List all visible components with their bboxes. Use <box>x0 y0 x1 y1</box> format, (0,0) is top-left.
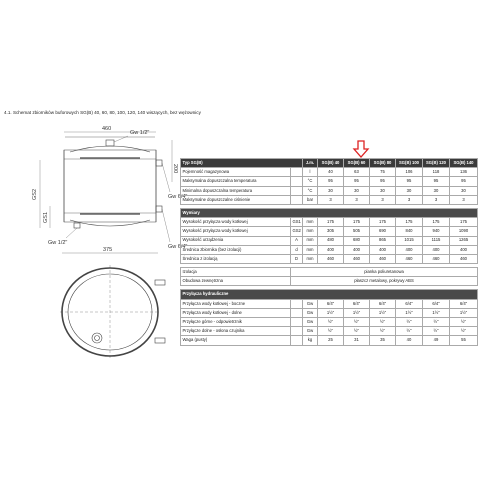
table-cell: 30 <box>344 186 370 195</box>
row-symbol <box>291 168 303 177</box>
table-cell: 55 <box>450 336 478 345</box>
row-unit: bar <box>303 195 318 204</box>
row-symbol: GS2 <box>291 227 303 236</box>
table-cell: 400 <box>396 245 423 254</box>
table-cell: 3 <box>450 195 478 204</box>
table-cell: 3 <box>423 195 450 204</box>
dimension-labels <box>32 126 187 253</box>
row-symbol: D <box>291 254 303 263</box>
table-cell: ½" <box>370 327 396 336</box>
table-cell: 480 <box>318 236 344 245</box>
table-cell: 3 <box>396 195 423 204</box>
label-gs1: GS1 <box>43 211 49 223</box>
row-label: Średnica zbiornika (bez izolacji) <box>181 245 291 254</box>
table-cell: 505 <box>344 227 370 236</box>
table-cell: 840 <box>396 227 423 236</box>
row-unit: kg <box>303 336 318 345</box>
row-symbol <box>291 299 303 308</box>
table-cell: 6/4" <box>423 299 450 308</box>
table-cell: 865 <box>370 236 396 245</box>
table-cell: 3 <box>318 195 344 204</box>
table-cell: 6/4" <box>396 299 423 308</box>
table-cell: 3 <box>344 195 370 204</box>
table-cell: 690 <box>370 227 396 236</box>
table-cell: 75 <box>370 168 396 177</box>
table-cell: 6/4" <box>344 299 370 308</box>
table-row <box>181 308 478 317</box>
table-row <box>181 195 478 204</box>
table-cell: ½" <box>344 327 370 336</box>
table-cell: 460 <box>370 254 396 263</box>
row-unit: mm <box>303 227 318 236</box>
red-down-arrow-icon <box>352 140 370 158</box>
table-cell: 1115 <box>423 236 450 245</box>
table-row <box>181 327 478 336</box>
row-value: pianka poliuretanowa <box>291 268 478 277</box>
row-unit: Gw <box>303 299 318 308</box>
section-title: Przyłącza hydrauliczne <box>181 290 478 299</box>
table-row <box>181 168 478 177</box>
table-cell: 400 <box>423 245 450 254</box>
row-unit: °C <box>303 177 318 186</box>
table-cell: 175 <box>318 218 344 227</box>
table-cell: 49 <box>423 336 450 345</box>
table-cell: 175 <box>396 218 423 227</box>
table-cell: 30 <box>396 186 423 195</box>
table-cell: 680 <box>344 236 370 245</box>
row-label: Minimalna dopuszczalna temperatura <box>181 186 291 195</box>
dim-460: 460 <box>102 126 112 132</box>
table-row <box>181 336 478 345</box>
table-cell: 6/4" <box>370 299 396 308</box>
table-cell: 35 <box>370 336 396 345</box>
row-label: Przyłącze dolne - osłona czujnika <box>181 327 291 336</box>
dim-375: 375 <box>103 247 113 253</box>
table-cell: 95 <box>318 177 344 186</box>
caption: 4.1. Schemat zbiorników buforowych SG(B) 40, 60, 80, 100, 120, 140 wiszących, bez wężownicy <box>4 110 201 115</box>
row-label: Przyłącze górne - odpowietrznik <box>181 318 291 327</box>
header-type: Typ SG(B) <box>181 159 303 168</box>
table-cell: 460 <box>423 254 450 263</box>
table-cell: 1½" <box>423 308 450 317</box>
table-cell: 31 <box>344 336 370 345</box>
row-value: płaszcz metalowy, pokrywy ABS <box>291 277 478 286</box>
table-cell: ½" <box>370 318 396 327</box>
table-cell: 40 <box>396 336 423 345</box>
table-cell: 305 <box>318 227 344 236</box>
row-unit: mm <box>303 218 318 227</box>
table-cell: 40 <box>318 168 344 177</box>
label-gs2: GS2 <box>32 188 38 200</box>
table-cell: 400 <box>318 245 344 254</box>
spec-table <box>180 158 478 346</box>
table-cell: 95 <box>396 177 423 186</box>
row-symbol <box>291 318 303 327</box>
table-cell: 400 <box>344 245 370 254</box>
table-cell: 1½" <box>370 308 396 317</box>
row-label: Przyłącza wody kotłowej - boczne <box>181 299 291 308</box>
row-symbol <box>291 308 303 317</box>
table-row <box>181 299 478 308</box>
table-cell: 30 <box>318 186 344 195</box>
row-symbol <box>291 186 303 195</box>
row-label: Waga (pusty) <box>181 336 291 345</box>
table-cell: 6/4" <box>450 299 478 308</box>
table-cell: ½" <box>396 327 423 336</box>
section-connections <box>181 290 478 299</box>
row-label: Wysokość urządzenia <box>181 236 291 245</box>
table-cell: 460 <box>396 254 423 263</box>
table-cell: 175 <box>423 218 450 227</box>
table-cell: ½" <box>318 318 344 327</box>
table-cell: 460 <box>344 254 370 263</box>
section-dimensions <box>181 208 478 217</box>
table-cell: 30 <box>450 186 478 195</box>
row-symbol: GS1 <box>291 218 303 227</box>
table-cell: 175 <box>344 218 370 227</box>
table-row <box>181 218 478 227</box>
table-cell: 30 <box>370 186 396 195</box>
row-label: Pojemność magazynowa <box>181 168 291 177</box>
table-cell: 1015 <box>396 236 423 245</box>
row-unit: Gw <box>303 308 318 317</box>
table-cell: 400 <box>370 245 396 254</box>
table-cell: 30 <box>423 186 450 195</box>
table-row <box>181 254 478 263</box>
table-cell: 3 <box>370 195 396 204</box>
dim-200: 200 <box>172 164 178 174</box>
table-row <box>181 177 478 186</box>
table-row <box>181 318 478 327</box>
row-unit: mm <box>303 245 318 254</box>
table-cell: 25 <box>318 336 344 345</box>
table-cell: ½" <box>396 318 423 327</box>
row-symbol: d <box>291 245 303 254</box>
section-title: Wymiary <box>181 208 478 217</box>
header-cell: SG(B) 40 <box>318 159 344 168</box>
row-unit: Gw <box>303 318 318 327</box>
table-cell: ½" <box>318 327 344 336</box>
table-cell: ½" <box>450 318 478 327</box>
table-cell: 1½" <box>450 308 478 317</box>
header-cell: SG(B) 100 <box>396 159 423 168</box>
row-unit: l <box>303 168 318 177</box>
table-cell: 95 <box>370 177 396 186</box>
table-cell: 1090 <box>450 227 478 236</box>
row-label: Wysokość przyłącza wody kotłowej <box>181 227 291 236</box>
table-cell: ½" <box>450 327 478 336</box>
row-label: Maksymalna dopuszczalna temperatura <box>181 177 291 186</box>
header-cell: J.m. <box>303 159 318 168</box>
table-cell: 460 <box>450 254 478 263</box>
table-cell: 1½" <box>318 308 344 317</box>
table-cell: 95 <box>344 177 370 186</box>
table-cell: ½" <box>423 327 450 336</box>
row-unit: mm <box>303 236 318 245</box>
table-row <box>181 186 478 195</box>
row-symbol <box>291 336 303 345</box>
table-row <box>181 227 478 236</box>
table-cell: 1½" <box>396 308 423 317</box>
table-cell: 1265 <box>450 236 478 245</box>
row-symbol <box>291 327 303 336</box>
table-row <box>181 277 478 286</box>
table-cell: 460 <box>318 254 344 263</box>
table-cell: 400 <box>450 245 478 254</box>
table-cell: 136 <box>450 168 478 177</box>
table-cell: 6/4" <box>318 299 344 308</box>
table-cell: 118 <box>423 168 450 177</box>
row-symbol <box>291 177 303 186</box>
tank-drawing <box>0 120 190 410</box>
table-row <box>181 245 478 254</box>
row-symbol <box>291 195 303 204</box>
table-row <box>181 268 478 277</box>
label-gw-top: Gw 1/2" <box>130 130 150 136</box>
table-cell: 1½" <box>344 308 370 317</box>
row-label: Wysokość przyłącza wody kotłowej <box>181 218 291 227</box>
label-gw-bottom: Gw 1/2" <box>48 240 68 246</box>
row-unit: °C <box>303 186 318 195</box>
header-cell: SG(B) 60 <box>344 159 370 168</box>
table-cell: 175 <box>450 218 478 227</box>
table-cell: 95 <box>450 177 478 186</box>
table-header <box>181 159 478 168</box>
row-label: Maksymalne dopuszczalne ciśnienie <box>181 195 291 204</box>
table-cell: 63 <box>344 168 370 177</box>
row-unit: Gw <box>303 327 318 336</box>
row-label: Izolacja <box>181 268 291 277</box>
row-unit: mm <box>303 254 318 263</box>
row-label: Obudowa zewnętrzna <box>181 277 291 286</box>
table-cell: 940 <box>423 227 450 236</box>
header-cell: SG(B) 140 <box>450 159 478 168</box>
table-cell: 95 <box>423 177 450 186</box>
row-symbol: A <box>291 236 303 245</box>
row-label: Przyłącza wody kotłowej - dolne <box>181 308 291 317</box>
table-cell: 175 <box>370 218 396 227</box>
header-cell: SG(B) 120 <box>423 159 450 168</box>
row-label: Średnica z izolacją <box>181 254 291 263</box>
header-cell: SG(B) 80 <box>370 159 396 168</box>
table-row <box>181 236 478 245</box>
table-cell: 106 <box>396 168 423 177</box>
table-cell: ½" <box>423 318 450 327</box>
label-gw-right-lower: Gw 6/4" <box>168 244 188 250</box>
table-cell: ½" <box>344 318 370 327</box>
label-gw-right-upper: Gw 6/4" <box>168 194 188 200</box>
